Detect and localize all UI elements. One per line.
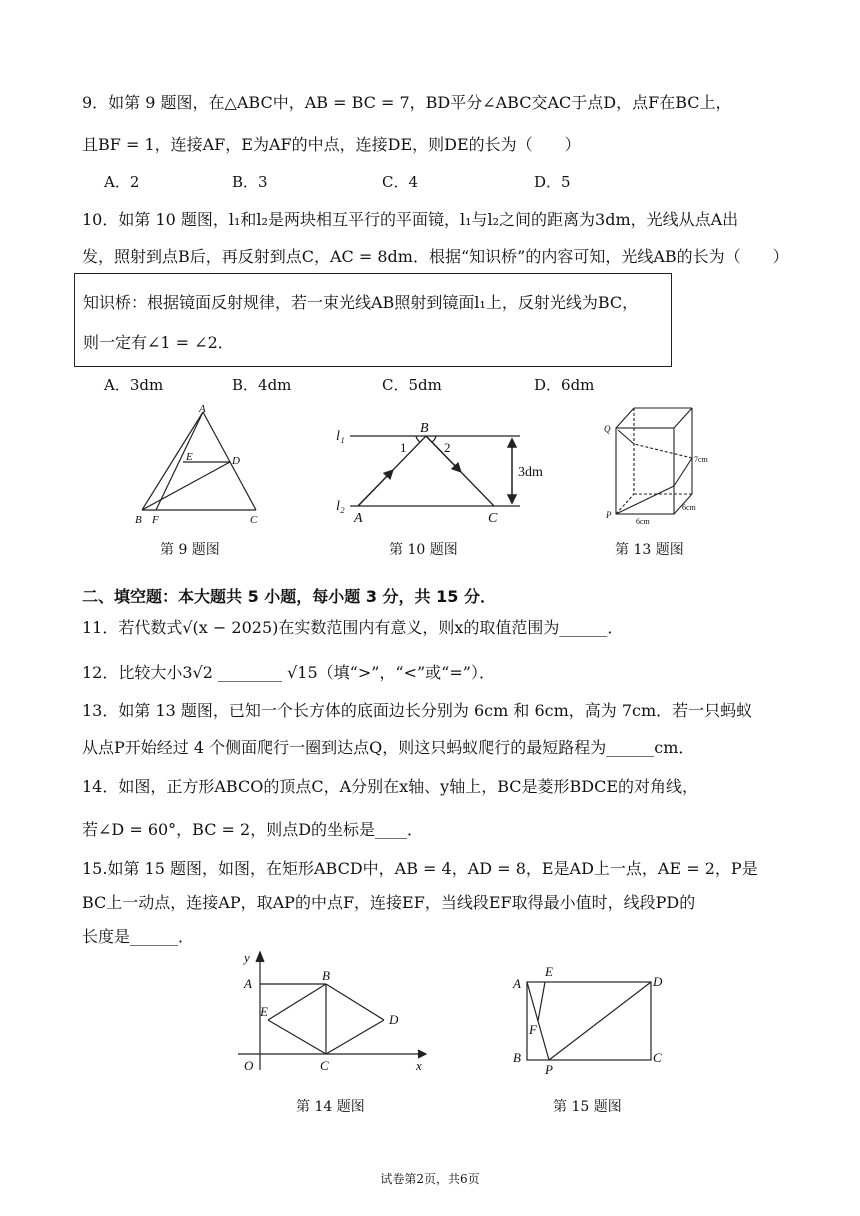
fig15-label-c: C (653, 1050, 662, 1065)
q13-line1: 13．如第 13 题图，已知一个长方体的底面边长分别为 6cm 和 6cm，高为 7cm．若一只蚂蚁 (82, 701, 753, 720)
fig15-label-b: B (513, 1050, 521, 1065)
knowledge-line1: 知识桥：根据镜面反射规律，若一束光线AB照射到镜面l₁上，反射光线为BC， (83, 293, 639, 312)
fig13-depth-label: 6cm (682, 503, 696, 512)
q14-line1: 14．如图，正方形ABCO的顶点C，A分别在x轴、y轴上，BC是菱形BDCE的对角线， (82, 777, 698, 796)
fig14-label-o: O (244, 1058, 254, 1073)
fig14-axis-y: y (244, 950, 250, 965)
fig9-label-d: D (232, 455, 240, 467)
q15-line2: BC上一动点，连接AP，取AP的中点F，连接EF，当线段EF取得最小值时，线段PD的 (82, 893, 696, 912)
q9-line2: 且BF = 1，连接AF，E为AF的中点，连接DE，则DE的长为（ ） (82, 135, 581, 154)
q11: 11．若代数式√(x − 2025)在实数范围内有意义，则x的取值范围为______． (82, 618, 624, 637)
fig13-caption: 第 13 题图 (615, 542, 684, 558)
q12: 12．比较大小3√2 ________ √15（填“>”，“<”或“=”）． (82, 663, 495, 682)
q9-option-a: A．2 (104, 173, 140, 191)
fig10-label-l1: l₁ (336, 429, 345, 444)
fig15-label-d: D (653, 974, 663, 989)
fig14-label-c: C (320, 1058, 329, 1073)
figure-13 (598, 400, 728, 530)
knowledge-box (74, 273, 672, 367)
q15-line1: 15.如第 15 题图，如图，在矩形ABCD中，AB = 4，AD = 8，E是AD上一点，AE = 2，P是 (82, 859, 758, 878)
fig9-label-f: F (152, 514, 159, 526)
fig10-label-a: A (354, 511, 363, 526)
fig15-label-e: E (545, 964, 553, 979)
fig10-label-c: C (488, 511, 498, 526)
q10-option-d: D．6dm (534, 376, 595, 394)
q10-option-c: C．5dm (382, 376, 442, 394)
fig14-axis-x: x (416, 1058, 422, 1073)
fig13-label-q: Q (604, 424, 611, 434)
knowledge-line2: 则一定有∠1 = ∠2． (83, 333, 234, 352)
fig14-label-b: B (322, 968, 330, 983)
fig14-label-e: E (260, 1004, 268, 1019)
q9-option-d: D．5 (534, 173, 571, 191)
q13-line2: 从点P开始经过 4 个侧面爬行一圈到达点Q，则这只蚂蚁爬行的最短路程为______cm． (82, 738, 695, 757)
fig15-label-p: P (545, 1062, 553, 1077)
fig10-distance-label: 3dm (518, 465, 543, 480)
q9-option-c: C．4 (382, 173, 419, 191)
fig15-label-a: A (513, 976, 521, 991)
figure-9 (130, 400, 270, 530)
fig13-height-label: 7cm (694, 455, 708, 464)
fig10-angle1: 1 (400, 440, 407, 455)
figure-10 (330, 418, 560, 528)
fig15-label-f: F (529, 1022, 537, 1037)
fig10-angle2: 2 (444, 440, 451, 455)
q14-line2: 若∠D = 60°，BC = 2，则点D的坐标是____． (82, 820, 424, 839)
figure-14 (232, 948, 432, 1078)
fig9-label-c: C (250, 514, 258, 526)
fig15-caption: 第 15 题图 (553, 1099, 622, 1115)
fig10-label-b: B (420, 421, 429, 436)
fig9-label-b: B (135, 514, 142, 526)
fig9-label-a: A (199, 403, 206, 415)
q10-line1: 10．如第 10 题图，l₁和l₂是两块相互平行的平面镜，l₁与l₂之间的距离为3dm，光线从点A出 (82, 210, 739, 229)
q10-line2: 发，照射到点B后，再反射到点C，AC = 8dm．根据“知识桥”的内容可知，光线AB的长为（ ） (82, 247, 789, 266)
fig9-caption: 第 9 题图 (160, 542, 220, 558)
page-footer: 试卷第2页，共6页 (380, 1172, 480, 1186)
q9-line1: 9．如第 9 题图，在△ABC中，AB = BC = 7，BD平分∠ABC交AC于点D，点F在BC上， (82, 93, 732, 112)
q15-line3: 长度是______． (82, 927, 195, 946)
fig14-caption: 第 14 题图 (296, 1099, 365, 1115)
fig10-caption: 第 10 题图 (389, 542, 458, 558)
q9-option-b: B．3 (232, 173, 268, 191)
fig14-label-d: D (389, 1012, 399, 1027)
fig10-label-l2: l₂ (336, 499, 345, 514)
fig13-width-label: 6cm (636, 517, 650, 526)
figure-15 (505, 962, 685, 1077)
fig13-label-p: P (606, 510, 612, 520)
fig9-label-e: E (186, 451, 193, 463)
section-2-heading: 二、填空题：本大题共 5 小题，每小题 3 分，共 15 分． (82, 587, 496, 606)
fig14-label-a: A (244, 976, 252, 991)
q10-option-b: B．4dm (232, 376, 292, 394)
q10-option-a: A．3dm (104, 376, 164, 394)
